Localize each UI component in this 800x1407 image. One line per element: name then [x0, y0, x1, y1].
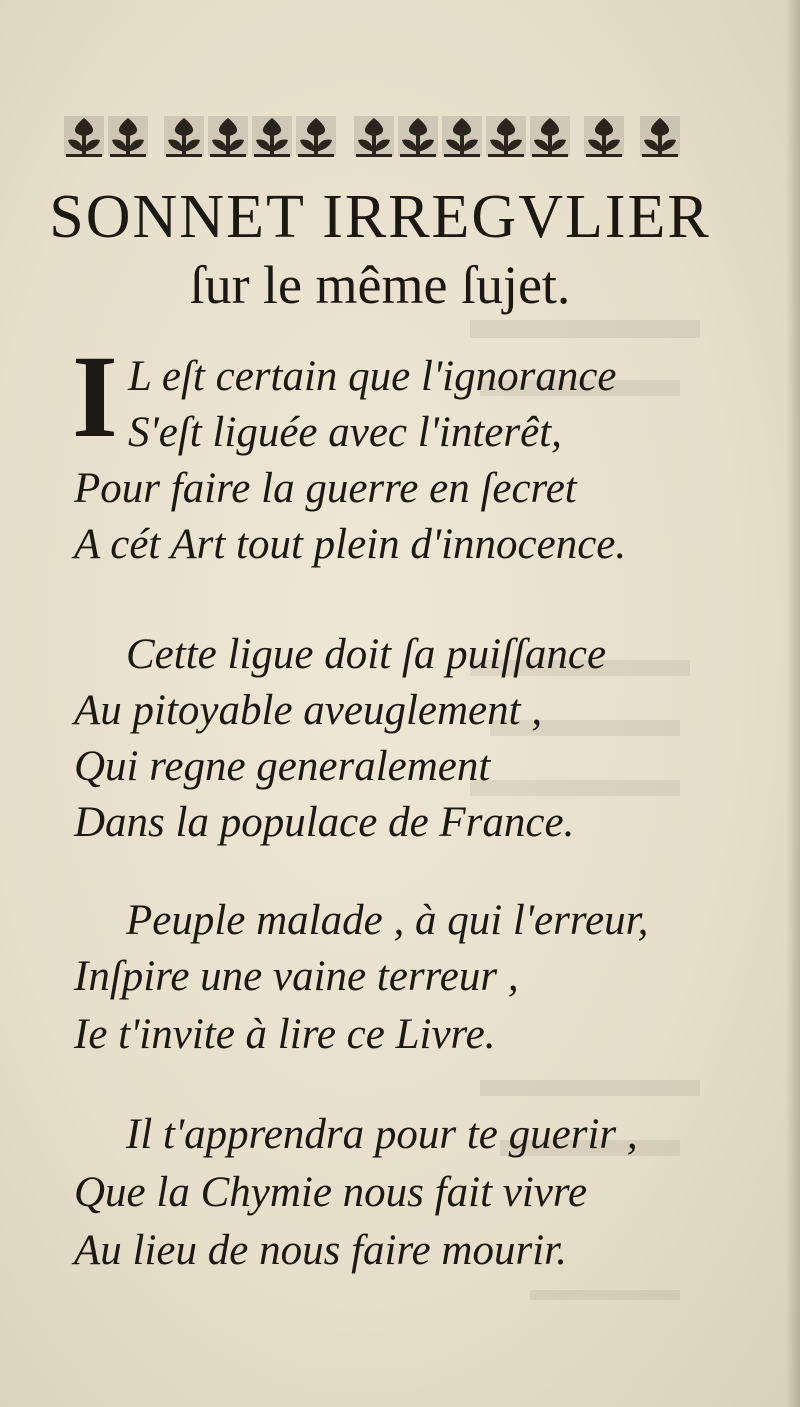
verse-line: S'eſt liguée avec l'interêt,: [128, 409, 562, 456]
verse-line: A cét Art tout plein d'innocence.: [74, 521, 627, 568]
verse-line: L eſt certain que l'ignorance: [128, 353, 617, 400]
poem-subtitle: ſur le même ſujet.: [189, 255, 571, 315]
verse-line: Inſpire une vaine terreur ,: [74, 953, 519, 1000]
ornamental-band-icon: [64, 112, 692, 160]
verse-line: Au lieu de nous faire mourir.: [74, 1227, 567, 1274]
verse-line: Dans la populace de France.: [74, 799, 575, 846]
verse-line: Cette ligue doit ſa puiſſance: [126, 631, 607, 678]
verse-line: Il t'apprendra pour te guerir ,: [126, 1111, 638, 1158]
verse-line: Pour faire la guerre en ſecret: [74, 465, 577, 512]
drop-cap: I: [72, 331, 118, 462]
verse-line: Qui regne generalement: [74, 743, 491, 790]
page-edge-shadow: [786, 0, 800, 1407]
verse-line: Peuple malade , à qui l'erreur,: [126, 897, 649, 944]
verse-line: Que la Chymie nous fait vivre: [74, 1169, 588, 1216]
poem-title: SONNET IRREGVLIER: [49, 183, 711, 251]
verse-line: Ie t'invite à lire ce Livre.: [74, 1011, 496, 1058]
verse-line: Au pitoyable aveuglement ,: [74, 687, 543, 734]
